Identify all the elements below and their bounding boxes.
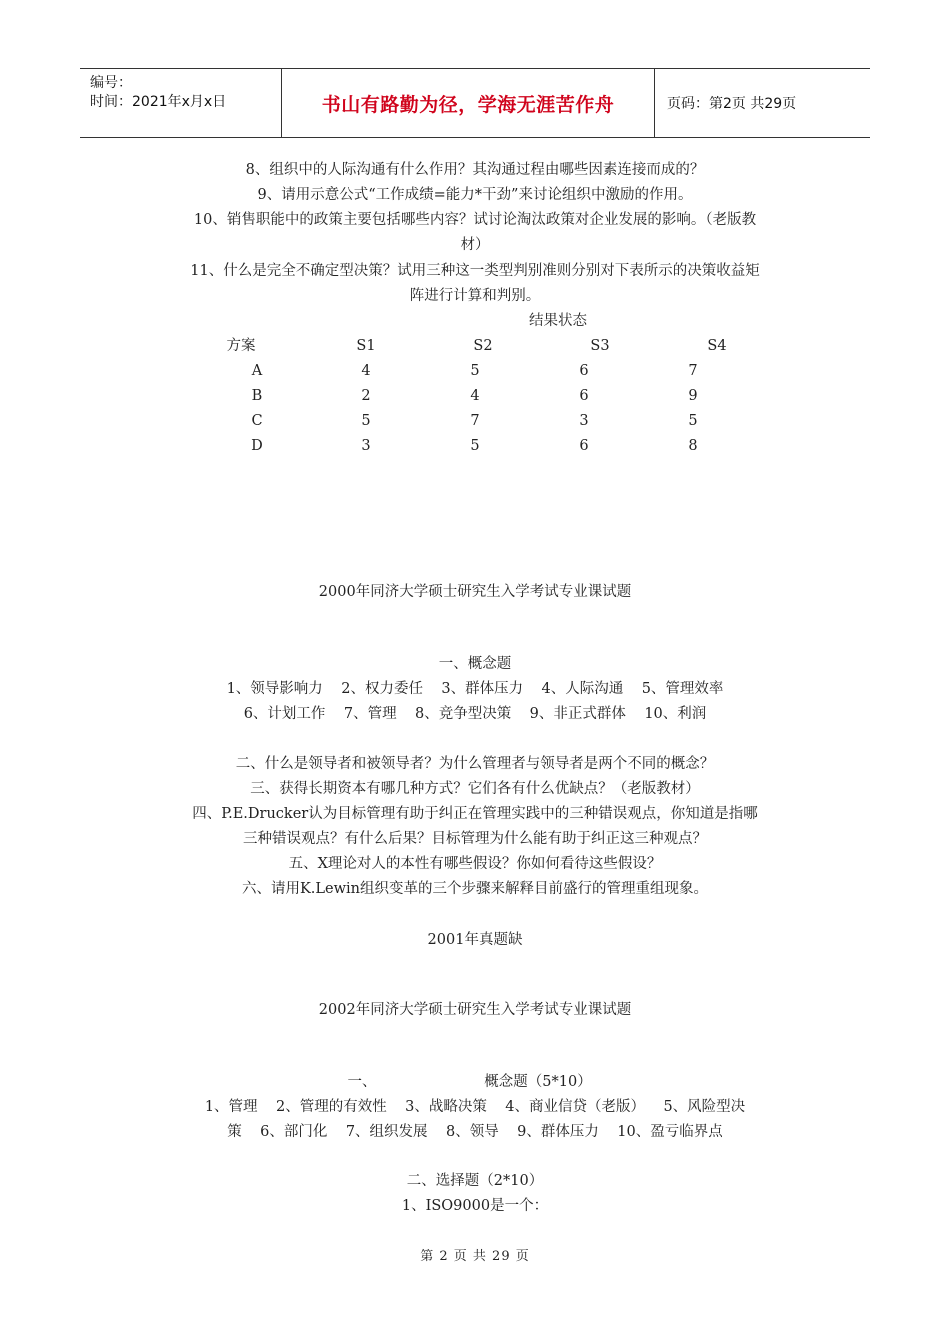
page-header — [80, 68, 870, 138]
matrix-cell: 4 — [470, 388, 480, 404]
matrix-state-header: S4 — [707, 338, 727, 354]
question-10-line2: 材） — [460, 237, 490, 253]
exam-2000-question-4-line2: 三种错误观点？有什么后果？目标管理为什么能有助于纠正这三种观点？ — [243, 831, 707, 847]
exam-2002-title: 2002年同济大学硕士研究生入学考试专业课试题 — [318, 1002, 632, 1018]
header-meta-cell — [80, 69, 282, 137]
code-label: 编号： — [90, 75, 132, 91]
matrix-cell: 2 — [361, 388, 371, 404]
matrix-cell: 5 — [361, 413, 371, 429]
question-11-line1: 11、什么是完全不确定型决策？试用三种这一类型判别准则分别对下表所示的决策收益矩 — [190, 263, 760, 279]
question-8: 8、组织中的人际沟通有什么作用？其沟通过程由哪些因素连接而成的？ — [245, 162, 705, 178]
page-footer: 第 2 页 共 29 页 — [420, 1249, 530, 1264]
matrix-plan-label: D — [251, 438, 263, 454]
exam-2000-title: 2000年同济大学硕士研究生入学考试专业课试题 — [318, 584, 632, 600]
matrix-row-header: 方案 — [226, 338, 256, 354]
exam-2000-question-6: 六、请用K.Lewin组织变革的三个步骤来解释目前盛行的管理重组现象。 — [241, 881, 709, 897]
matrix-cell: 5 — [688, 413, 698, 429]
exam-2000-question-3: 三、获得长期资本有哪几种方式？它们各有什么优缺点？（老版教材） — [250, 781, 700, 797]
matrix-plan-label: A — [251, 363, 263, 379]
matrix-cell: 6 — [579, 363, 589, 379]
exam-2000-question-4-line1: 四、P.E.Drucker认为目标管理有助于纠正在管理实践中的三种错误观点，你知道是指哪 — [192, 806, 758, 822]
matrix-cell: 7 — [470, 413, 480, 429]
question-9: 9、请用示意公式“工作成绩=能力*干劲”来讨论组织中激励的作用。 — [257, 187, 693, 203]
header-motto-cell — [282, 69, 655, 137]
matrix-state-header: S1 — [356, 338, 376, 354]
exam-2000-concepts-line1: 1、领导影响力 2、权力委任 3、群体压力 4、人际沟通 5、管理效率 — [226, 681, 724, 697]
exam-2002-concepts-line2: 策 6、部门化 7、组织发展 8、领导 9、群体压力 10、盈亏临界点 — [227, 1124, 723, 1140]
matrix-state-header: S3 — [590, 338, 610, 354]
matrix-cell: 3 — [361, 438, 371, 454]
question-10-line1: 10、销售职能中的政策主要包括哪些内容？试讨论淘汰政策对企业发展的影响。（老版教 — [193, 212, 757, 228]
exam-2002-concepts-line1: 1、管理 2、管理的有效性 3、战略决策 4、商业信贷（老版） 5、风险型决 — [204, 1099, 746, 1115]
matrix-cell: 5 — [470, 363, 480, 379]
matrix-cell: 6 — [579, 388, 589, 404]
exam-2000-section-1: 一、概念题 — [438, 656, 512, 672]
matrix-title: 结果状态 — [529, 313, 587, 329]
exam-2001-note: 2001年真题缺 — [427, 932, 523, 948]
matrix-cell: 7 — [688, 363, 698, 379]
time-label: 时间：2021年x月x日 — [90, 94, 227, 110]
exam-2000-question-2: 二、什么是领导者和被领导者？为什么管理者与领导者是两个不同的概念？ — [235, 756, 715, 772]
exam-2002-section-1-number: 一、 — [347, 1074, 377, 1090]
page-info: 页码：第2页 共29页 — [667, 96, 797, 112]
exam-2002-section-2: 二、选择题（2*10） — [406, 1173, 544, 1189]
exam-2002-section-1-label: 概念题（5*10） — [484, 1074, 592, 1090]
header-page-cell — [655, 69, 870, 137]
matrix-cell: 3 — [579, 413, 589, 429]
matrix-cell: 4 — [361, 363, 371, 379]
exam-2000-concepts-line2: 6、计划工作 7、管理 8、竞争型决策 9、非正式群体 10、利润 — [243, 706, 707, 722]
matrix-cell: 9 — [688, 388, 698, 404]
question-11-line2: 阵进行计算和判别。 — [409, 288, 541, 304]
matrix-cell: 5 — [470, 438, 480, 454]
exam-2000-question-5: 五、X理论对人的本性有哪些假设？你如何看待这些假设？ — [288, 856, 662, 872]
matrix-state-header: S2 — [473, 338, 493, 354]
exam-2002-choice-1: 1、ISO9000是一个： — [401, 1198, 549, 1214]
motto-text: 书山有路勤为径，学海无涯苦作舟 — [321, 93, 615, 116]
matrix-plan-label: B — [251, 388, 263, 404]
matrix-cell: 8 — [688, 438, 698, 454]
matrix-plan-label: C — [251, 413, 263, 429]
matrix-cell: 6 — [579, 438, 589, 454]
